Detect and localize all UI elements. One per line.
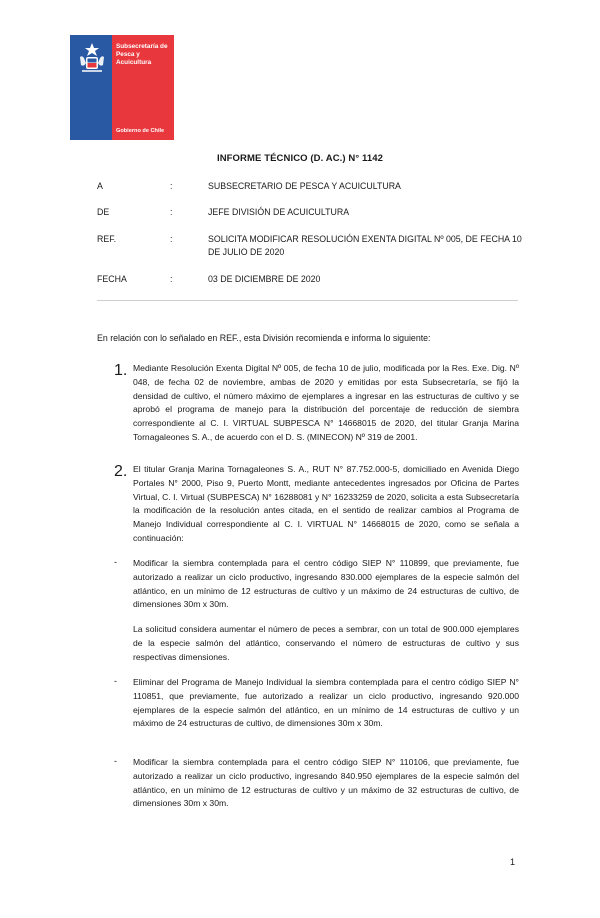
report-title	[0, 153, 600, 164]
intro-paragraph: En relación con lo señalado en REF., esta División recomienda e informa lo siguiente:	[97, 333, 431, 343]
bullet-dash: -	[114, 557, 117, 567]
header-label-from: DE	[97, 207, 110, 217]
bullet-dash: -	[114, 676, 117, 686]
header-label-to: A	[97, 181, 103, 191]
item-number: 1.	[114, 362, 128, 379]
header-colon: :	[170, 181, 173, 191]
item-text: El titular Granja Marina Tornagaleones S. A., RUT N° 87.752.000-5, domiciliado en Avenida Diego Portales N° 2000, Piso 9, Puerto Montt, mediante antecedentes ingresados por Oficina de Partes Virtual, C. I. Virtual (SUBPESCA) N° 16288081 y N° 16233259 de 2020, solicita a esta Subsecretaría la modificación de la resolución antes citada, en el sentido de realizar cambios al Programa de Manejo Individual correspondiente al C. I. VIRTUAL N° 14668015 de 2020, como se señala a continuación:	[133, 464, 519, 543]
header-label-date: FECHA	[97, 274, 127, 284]
bullet-dash: -	[114, 756, 117, 766]
logo-gov-name: Gobierno de Chile	[116, 128, 165, 134]
item-number: 2.	[114, 463, 128, 480]
report-number: 1142	[362, 153, 384, 164]
bullet-text: Eliminar del Programa de Manejo Individual la siembra contemplada para el centro código SIEP N° 110851, que previamente, fue autorizado a realizar un ciclo productivo, ingresando 920.000 ejemplares de la especie salmón del atlántico, en un mínimo de 14 estructuras de cultivo y un máximo de 24 estructuras de cultivo, de dimensiones 30m x 30m.	[133, 677, 519, 729]
page-number: 1	[510, 857, 516, 867]
header-value-ref: SOLICITA MODIFICAR RESOLUCIÓN EXENTA DIGITAL Nº 005, DE FECHA 10 DE JULIO DE 2020	[208, 234, 522, 257]
subpesca-logo	[70, 35, 174, 140]
header-colon: :	[170, 207, 173, 217]
header-divider	[97, 300, 518, 301]
header-value-date: 03 DE DICIEMBRE DE 2020	[208, 274, 321, 284]
bullet-text: Modificar la siembra contemplada para el centro código SIEP N° 110106, que previamente, fue autorizado a realizar un ciclo productivo, ingresando 840.950 ejemplares de la especie salmón del atlántico, en un mínimo de 12 estructuras de cultivo y un máximo de 32 estructuras de cultivo, de dimensiones 30m x 30m.	[133, 757, 519, 809]
item-text: Mediante Resolución Exenta Digital Nº 005, de fecha 10 de julio, modificada por la Res. Exe. Dig. Nº 048, de fecha 02 de noviembre, ambas de 2020 y emitidas por esta Subsecretaría, se fijó la densidad de cultivo, el número máximo de ejemplares a ingresar en las estructuras de cultivo y se aprobó el programa de manejo para la distribución del porcentaje de reducción de siembra correspondiente al C. I. VIRTUAL SUBPESCA N° 14668015 de 2020, del titular Granja Marina Tornagaleones S. A., de acuerdo con el D. S. (MINECON) Nº 319 de 2001.	[133, 363, 519, 442]
header-value-to: SUBSECRETARIO DE PESCA Y ACUICULTURA	[208, 181, 401, 191]
logo-org-name: Subsecretaría de Pesca y Acuicultura	[116, 43, 168, 66]
coat-of-arms-icon	[74, 41, 110, 77]
header-label-ref: REF.	[97, 234, 117, 244]
bullet-text: Modificar la siembra contemplada para el centro código SIEP N° 110899, que previamente, fue autorizado a realizar un ciclo productivo, ingresando 830.000 ejemplares de la especie salmón del atlántico, en un mínimo de 12 estructuras de cultivo y un máximo de 24 estructuras de cultivo, de dimensiones 30m x 30m.	[133, 558, 519, 610]
report-title-prefix: INFORME TÉCNICO (D. AC.) N°	[216, 153, 360, 164]
header-value-from: JEFE DIVISIÓN DE ACUICULTURA	[208, 207, 350, 217]
header-colon: :	[170, 234, 173, 244]
header-colon: :	[170, 274, 173, 284]
bullet-followup: La solicitud considera aumentar el número de peces a sembrar, con un total de 900.000 ejemplares de la especie salmón del atlántico, conservando el número de estructuras de cultivo y sus respectivas dimensiones.	[133, 624, 519, 662]
